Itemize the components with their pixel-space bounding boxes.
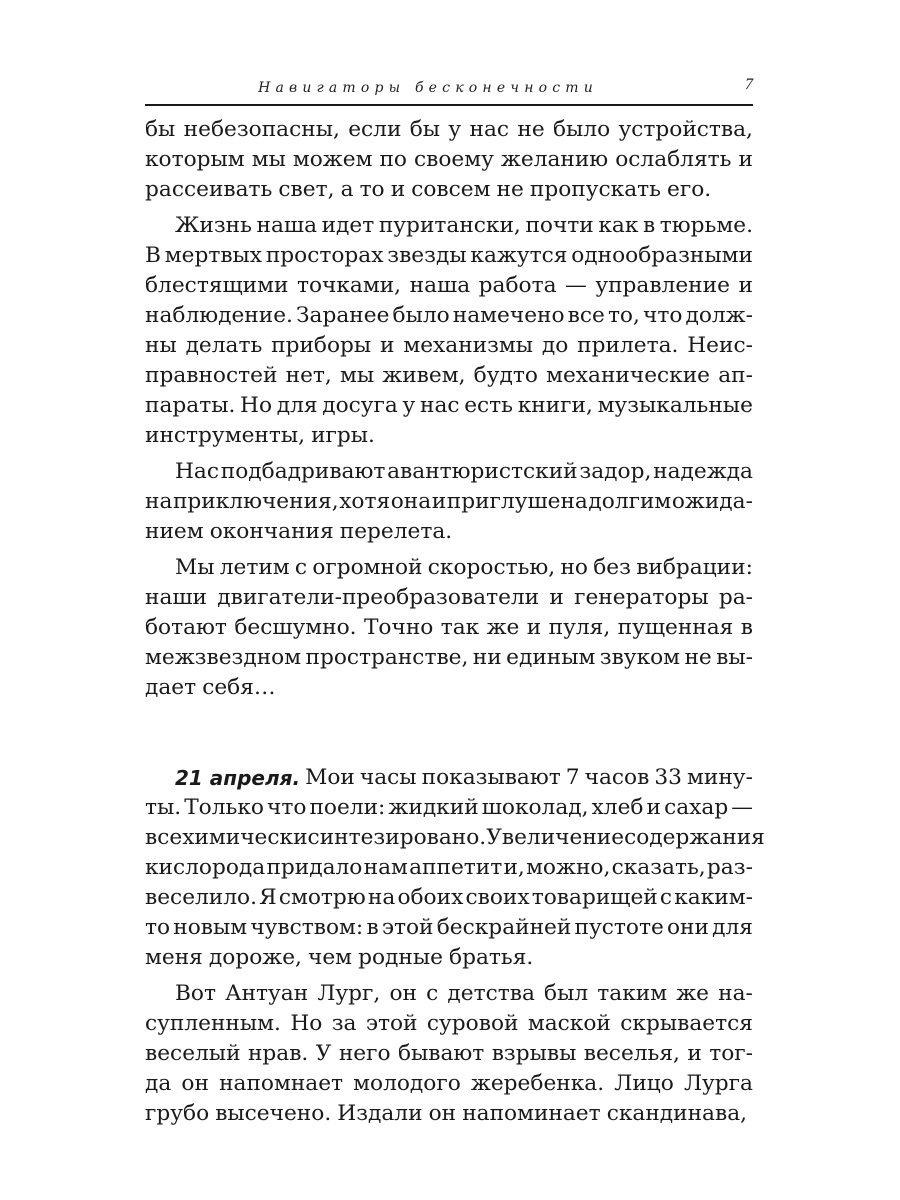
text-word: будто xyxy=(473,363,538,388)
text-word: они xyxy=(666,915,709,940)
text-word: по xyxy=(379,147,407,172)
text-word: то xyxy=(359,177,385,202)
text-word: бескрайней xyxy=(436,915,572,940)
text-word: кислорода xyxy=(145,855,266,880)
text-word: скрывается xyxy=(620,1011,753,1036)
text-word: хотя xyxy=(339,489,391,514)
text-word: долж- xyxy=(685,303,753,328)
text-word: тог- xyxy=(709,1041,753,1066)
text-word: В xyxy=(145,243,161,268)
text-word: своих xyxy=(465,885,530,910)
text-word: за xyxy=(331,1011,357,1036)
paragraph xyxy=(145,793,765,973)
text-word: Антуан xyxy=(225,981,309,1006)
text-word: пуритански, xyxy=(378,213,521,238)
text-word: же xyxy=(676,981,710,1006)
text-line xyxy=(145,361,753,391)
text-word: напоминает xyxy=(462,1101,601,1126)
text-word: без xyxy=(593,555,631,580)
text-word: двигатели-преобразователи xyxy=(217,585,540,610)
text-word: механические xyxy=(546,363,711,388)
text-word: то xyxy=(145,915,171,940)
text-word: обоих xyxy=(397,885,464,910)
text-word: с xyxy=(294,555,308,580)
text-word: шоколад, xyxy=(481,795,589,820)
text-line xyxy=(145,583,753,613)
text-word: веселья, xyxy=(583,1041,680,1066)
text-word: и xyxy=(390,177,406,202)
text-line xyxy=(145,913,753,943)
text-word: мертвых xyxy=(164,243,263,268)
text-word: скоростью, xyxy=(427,555,556,580)
text-word: своему xyxy=(414,147,494,172)
text-word: вы- xyxy=(716,645,753,670)
text-word: рассеивать xyxy=(145,177,273,202)
text-word: и xyxy=(380,333,395,358)
text-word: устройства, xyxy=(618,117,753,142)
text-word: дает xyxy=(145,675,197,700)
text-word: мы xyxy=(339,363,375,388)
text-word: почти xyxy=(525,213,594,238)
text-line xyxy=(145,487,753,517)
text-line xyxy=(145,883,753,913)
text-word: ожида- xyxy=(671,489,753,514)
text-word: он xyxy=(389,981,417,1006)
text-word: как xyxy=(598,213,639,238)
text-word: Но xyxy=(290,1011,323,1036)
text-line xyxy=(145,391,753,421)
text-word: ботают xyxy=(145,615,227,640)
text-word: поели: xyxy=(309,795,386,820)
text-word: ослаблять xyxy=(615,147,732,172)
text-word: 7 xyxy=(565,765,580,790)
text-word: авантюристский xyxy=(387,459,578,484)
text-word: идет xyxy=(321,213,375,238)
text-word: каким- xyxy=(674,885,753,910)
text-word: У xyxy=(315,1041,332,1066)
text-word: Лурга xyxy=(683,1071,753,1096)
text-line xyxy=(145,211,753,241)
text-word: в xyxy=(642,213,656,238)
text-word: хлеб xyxy=(591,795,644,820)
text-word: не xyxy=(496,177,524,202)
text-word: так xyxy=(440,615,480,640)
text-word: 33 xyxy=(654,765,682,790)
text-word: мы xyxy=(251,147,286,172)
paragraph xyxy=(145,457,753,547)
text-word: книги, xyxy=(517,393,593,418)
text-word: и xyxy=(526,615,542,640)
text-line xyxy=(145,793,753,823)
text-word: был xyxy=(544,981,589,1006)
text-word: до xyxy=(541,333,569,358)
text-line xyxy=(145,145,753,175)
text-word: себя… xyxy=(202,675,276,700)
text-word: есть xyxy=(464,393,513,418)
text-word: Но xyxy=(240,393,273,418)
entry-date: 21 апреля. xyxy=(175,766,301,790)
text-word: родные xyxy=(358,945,443,970)
text-word: летим xyxy=(219,555,290,580)
text-word: пропускать xyxy=(529,177,661,202)
text-word: межзвездном xyxy=(145,645,302,670)
text-word: он xyxy=(181,1071,209,1096)
text-word: мину- xyxy=(687,765,753,790)
text-word: и xyxy=(431,489,447,514)
text-word: этой xyxy=(381,915,434,940)
text-word: все xyxy=(567,303,605,328)
text-word: что xyxy=(642,303,683,328)
text-word: Только xyxy=(184,795,264,820)
text-word: его. xyxy=(667,177,712,202)
text-word: ра- xyxy=(718,585,753,610)
text-word: Лург, xyxy=(317,981,381,1006)
text-word: показывают xyxy=(421,765,561,790)
text-word: и xyxy=(646,795,662,820)
text-line xyxy=(145,1009,753,1039)
text-word: надежда xyxy=(653,459,753,484)
text-word: огромной xyxy=(312,555,423,580)
running-title: Навигаторы бесконечности xyxy=(258,80,598,96)
text-word: работа xyxy=(478,273,557,298)
text-word: бы xyxy=(409,117,441,142)
text-word: в xyxy=(366,915,379,940)
text-word: нием xyxy=(145,519,204,544)
text-word: что xyxy=(267,795,307,820)
text-word: чувством: xyxy=(250,915,364,940)
text-word: все xyxy=(145,825,183,850)
text-word: молодого xyxy=(353,1071,461,1096)
text-word: нас xyxy=(469,117,510,142)
text-word: нет, xyxy=(285,363,332,388)
text-line xyxy=(145,553,753,583)
text-word: нрав. xyxy=(247,1041,309,1066)
body-text xyxy=(145,115,765,1135)
text-word: Мои xyxy=(305,765,355,790)
text-line xyxy=(145,175,753,205)
text-word: придало xyxy=(266,855,363,880)
text-word: Издали xyxy=(337,1101,423,1126)
text-word: наша xyxy=(256,213,317,238)
text-line xyxy=(145,115,753,145)
text-word: веселило. xyxy=(145,885,257,910)
text-word: взрывы xyxy=(491,1041,577,1066)
text-word: совсем xyxy=(411,177,491,202)
text-word: с xyxy=(426,981,439,1006)
paragraph xyxy=(145,979,753,1129)
text-line xyxy=(145,301,753,331)
text-word: было xyxy=(392,303,450,328)
text-word: у xyxy=(448,117,462,142)
text-word: можем xyxy=(292,147,373,172)
text-word: суровой xyxy=(426,1011,519,1036)
text-word: звезды xyxy=(387,243,467,268)
text-word: — xyxy=(731,795,753,820)
text-word: инструменты, xyxy=(145,423,306,448)
text-word: да xyxy=(145,1071,172,1096)
paragraph xyxy=(145,553,753,703)
text-word: пущенная xyxy=(617,615,734,640)
text-word: чем xyxy=(308,945,353,970)
text-word: нам xyxy=(363,855,408,880)
text-word: часов xyxy=(584,765,650,790)
text-word: на xyxy=(145,489,173,514)
text-word: механизмы xyxy=(403,333,534,358)
text-word: Лицо xyxy=(614,1071,674,1096)
text-word: на xyxy=(367,885,396,910)
text-word: Нас xyxy=(175,459,219,484)
text-word: этой xyxy=(365,1011,418,1036)
text-word: и xyxy=(549,585,564,610)
text-word: нас xyxy=(419,393,460,418)
text-line xyxy=(145,1039,753,1069)
text-word: не xyxy=(517,117,545,142)
text-word: а xyxy=(340,177,354,202)
text-word: желанию xyxy=(500,147,609,172)
text-word: же xyxy=(486,615,520,640)
text-word: которым xyxy=(145,147,245,172)
text-line xyxy=(145,763,753,793)
text-word: кажутся xyxy=(470,243,568,268)
text-line xyxy=(145,1099,753,1129)
text-line xyxy=(145,241,753,271)
text-word: таким xyxy=(597,981,668,1006)
text-word: она xyxy=(390,489,432,514)
text-word: синтезировано. xyxy=(307,825,487,850)
text-word: окончания xyxy=(209,519,334,544)
text-word: часы xyxy=(359,765,417,790)
text-word: правностей xyxy=(145,363,278,388)
text-word: — xyxy=(565,273,587,298)
text-word: него xyxy=(338,1041,391,1066)
paragraph xyxy=(145,115,753,205)
text-word: наши xyxy=(145,585,208,610)
text-word: небезопасны, xyxy=(183,117,340,142)
text-word: Вот xyxy=(175,981,216,1006)
text-word: химически xyxy=(182,825,308,850)
text-word: намечено xyxy=(452,303,565,328)
text-line xyxy=(145,1069,753,1099)
text-word: напомнает xyxy=(219,1071,344,1096)
text-word: Жизнь xyxy=(175,213,252,238)
text-word: игры. xyxy=(311,423,375,448)
text-word: управление xyxy=(595,273,730,298)
text-word: досуга xyxy=(322,393,398,418)
text-word: прилета. xyxy=(577,333,679,358)
text-word: раз- xyxy=(706,855,753,880)
text-word: жидкий xyxy=(388,795,479,820)
text-word: делать xyxy=(185,333,263,358)
text-word: ты. xyxy=(145,795,182,820)
text-word: генераторы xyxy=(574,585,709,610)
text-word: единым xyxy=(506,645,596,670)
text-word: и xyxy=(687,1041,702,1066)
text-word: ны xyxy=(145,333,177,358)
text-word: то, xyxy=(607,303,640,328)
text-word: жеребенка. xyxy=(470,1071,605,1096)
text-word: у xyxy=(402,393,416,418)
text-word: перелета. xyxy=(339,519,453,544)
text-line xyxy=(145,271,753,301)
text-word: новым xyxy=(173,915,248,940)
text-word: и, xyxy=(503,855,525,880)
text-word: для xyxy=(276,393,318,418)
text-word: ни xyxy=(472,645,502,670)
text-word: было xyxy=(552,117,611,142)
text-word: живем, xyxy=(382,363,466,388)
page-number: 7 xyxy=(745,76,753,93)
running-head xyxy=(145,78,753,106)
text-word: приглушена xyxy=(446,489,588,514)
text-line xyxy=(145,457,753,487)
text-word: пространстве, xyxy=(305,645,469,670)
text-word: сахар xyxy=(664,795,729,820)
text-word: Неис- xyxy=(687,333,753,358)
text-word: Точно xyxy=(363,615,434,640)
text-word: свет, xyxy=(278,177,335,202)
text-word: приборы xyxy=(271,333,372,358)
text-word: однообразными xyxy=(571,243,753,268)
text-word: бы xyxy=(145,117,176,142)
text-word: пуля, xyxy=(548,615,611,640)
section-break xyxy=(145,709,753,763)
text-line xyxy=(145,979,753,1009)
text-word: вибрации: xyxy=(636,555,753,580)
text-word: музыкальные xyxy=(597,393,753,418)
text-word: параты. xyxy=(145,393,236,418)
book-page xyxy=(145,0,765,1200)
text-word: детства xyxy=(447,981,535,1006)
text-word: сказать, xyxy=(611,855,706,880)
text-word: блестящими xyxy=(145,273,289,298)
text-word: на- xyxy=(718,981,753,1006)
text-line xyxy=(145,421,753,451)
text-word: смотрю xyxy=(278,885,366,910)
text-word: точками, xyxy=(296,273,402,298)
text-word: Увеличение xyxy=(486,825,625,850)
text-line xyxy=(145,331,753,361)
text-word: ап- xyxy=(718,363,753,388)
text-word: высечено. xyxy=(215,1101,332,1126)
text-word: и xyxy=(738,147,753,172)
text-word: супленным. xyxy=(145,1011,281,1036)
text-line xyxy=(145,853,753,883)
text-word: содержания xyxy=(624,825,765,850)
text-word: наша xyxy=(409,273,471,298)
text-word: Я xyxy=(259,885,277,910)
text-word: меня xyxy=(145,945,203,970)
text-word: в xyxy=(740,615,753,640)
text-line xyxy=(145,823,765,853)
text-word: приключения, xyxy=(172,489,339,514)
text-word: бесшумно. xyxy=(234,615,357,640)
text-word: звуком xyxy=(599,645,681,670)
text-word: Мы xyxy=(175,555,215,580)
text-word: подбадривают xyxy=(220,459,386,484)
text-word: он xyxy=(428,1101,457,1126)
text-line xyxy=(145,643,753,673)
diary-entry-start xyxy=(145,763,753,793)
text-word: но xyxy=(560,555,588,580)
text-word: долгим xyxy=(588,489,672,514)
text-word: для xyxy=(712,915,753,940)
paragraph xyxy=(145,211,753,451)
text-word: можно, xyxy=(526,855,611,880)
text-word: просторах xyxy=(265,243,384,268)
text-word: товарищей xyxy=(531,885,658,910)
text-word: тюрьме. xyxy=(659,213,753,238)
text-word: аппетит xyxy=(409,855,503,880)
text-word: грубо xyxy=(145,1101,210,1126)
text-line xyxy=(145,613,753,643)
text-word: дороже, xyxy=(208,945,302,970)
text-word: маской xyxy=(527,1011,611,1036)
text-word: братья. xyxy=(449,945,534,970)
text-line xyxy=(145,673,753,703)
text-word: наблюдение. xyxy=(145,303,293,328)
text-word: задор, xyxy=(579,459,652,484)
text-line xyxy=(145,943,753,973)
text-line xyxy=(145,517,753,547)
text-word: скандинава, xyxy=(606,1101,748,1126)
text-word: не xyxy=(684,645,712,670)
text-word: с xyxy=(659,885,673,910)
text-word: и xyxy=(738,273,753,298)
text-word: если xyxy=(348,117,402,142)
text-word: бывают xyxy=(397,1041,485,1066)
text-word: веселый xyxy=(145,1041,241,1066)
text-word: пустоте xyxy=(574,915,664,940)
text-word: Заранее xyxy=(296,303,390,328)
